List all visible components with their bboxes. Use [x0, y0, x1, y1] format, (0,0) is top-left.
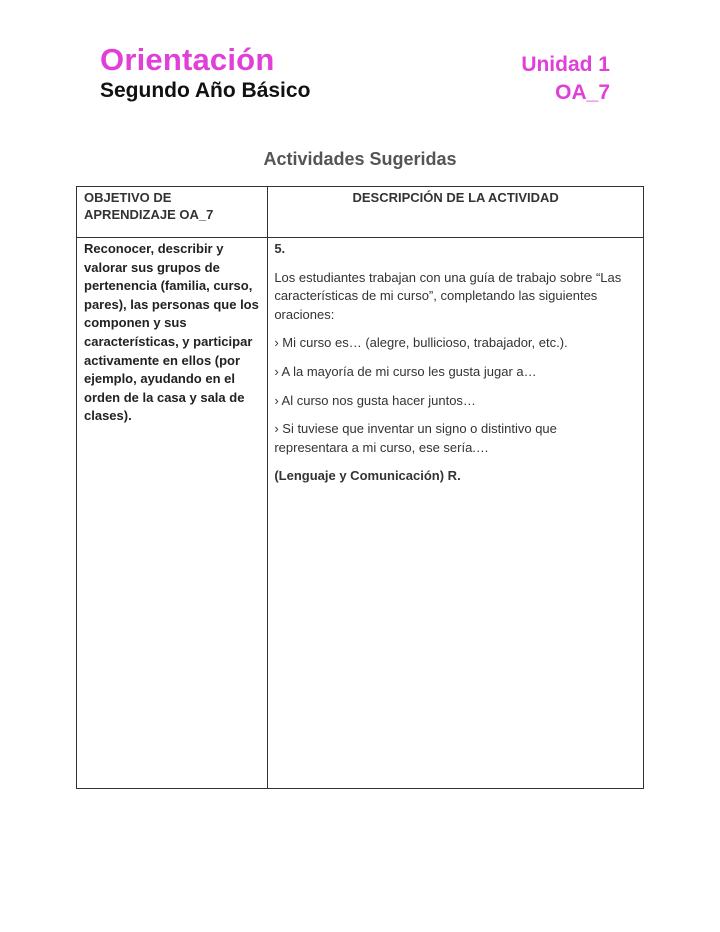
subject-title: Orientación	[100, 42, 275, 77]
objective-cell: Reconocer, describir y valorar sus grupos de pertenencia (familia, curso, pares), las personas que los componen y sus características, y participar activamente en ellos (por ejemplo, ayudando en el orden de la casa y sala de clases).	[77, 238, 268, 789]
activity-number: 5.	[274, 241, 286, 256]
unit-label: Unidad 1	[521, 53, 610, 76]
subject-link: (Lenguaje y Comunicación) R.	[274, 468, 461, 484]
description-cell	[268, 238, 644, 789]
header-left	[100, 42, 310, 104]
table-header-row	[77, 187, 644, 238]
activity-item: › Al curso nos gusta hacer juntos…	[274, 392, 476, 408]
activity-intro: Los estudiantes trabajan con una guía de trabajo sobre “Las características de mi curso”, completando las siguientes oraciones:	[274, 269, 622, 322]
objective-code: OA_7	[555, 81, 610, 104]
activity-item: › A la mayoría de mi curso les gusta jugar a…	[274, 363, 537, 379]
objective-column-header: OBJETIVO DE APRENDIZAJE OA_7	[77, 187, 268, 238]
table-row	[77, 238, 644, 789]
section-title: Actividades Sugeridas	[263, 149, 457, 169]
header-right	[521, 52, 610, 106]
activity-item: › Si tuviese que inventar un signo o distintivo que representara a mi curso, ese sería.…	[274, 421, 557, 455]
description-column-header: DESCRIPCIÓN DE LA ACTIVIDAD	[268, 187, 644, 238]
activity-table	[76, 186, 644, 789]
grade-title: Segundo Año Básico	[100, 79, 311, 102]
activity-item: › Mi curso es… (alegre, bullicioso, trabajador, etc.).	[274, 335, 568, 351]
